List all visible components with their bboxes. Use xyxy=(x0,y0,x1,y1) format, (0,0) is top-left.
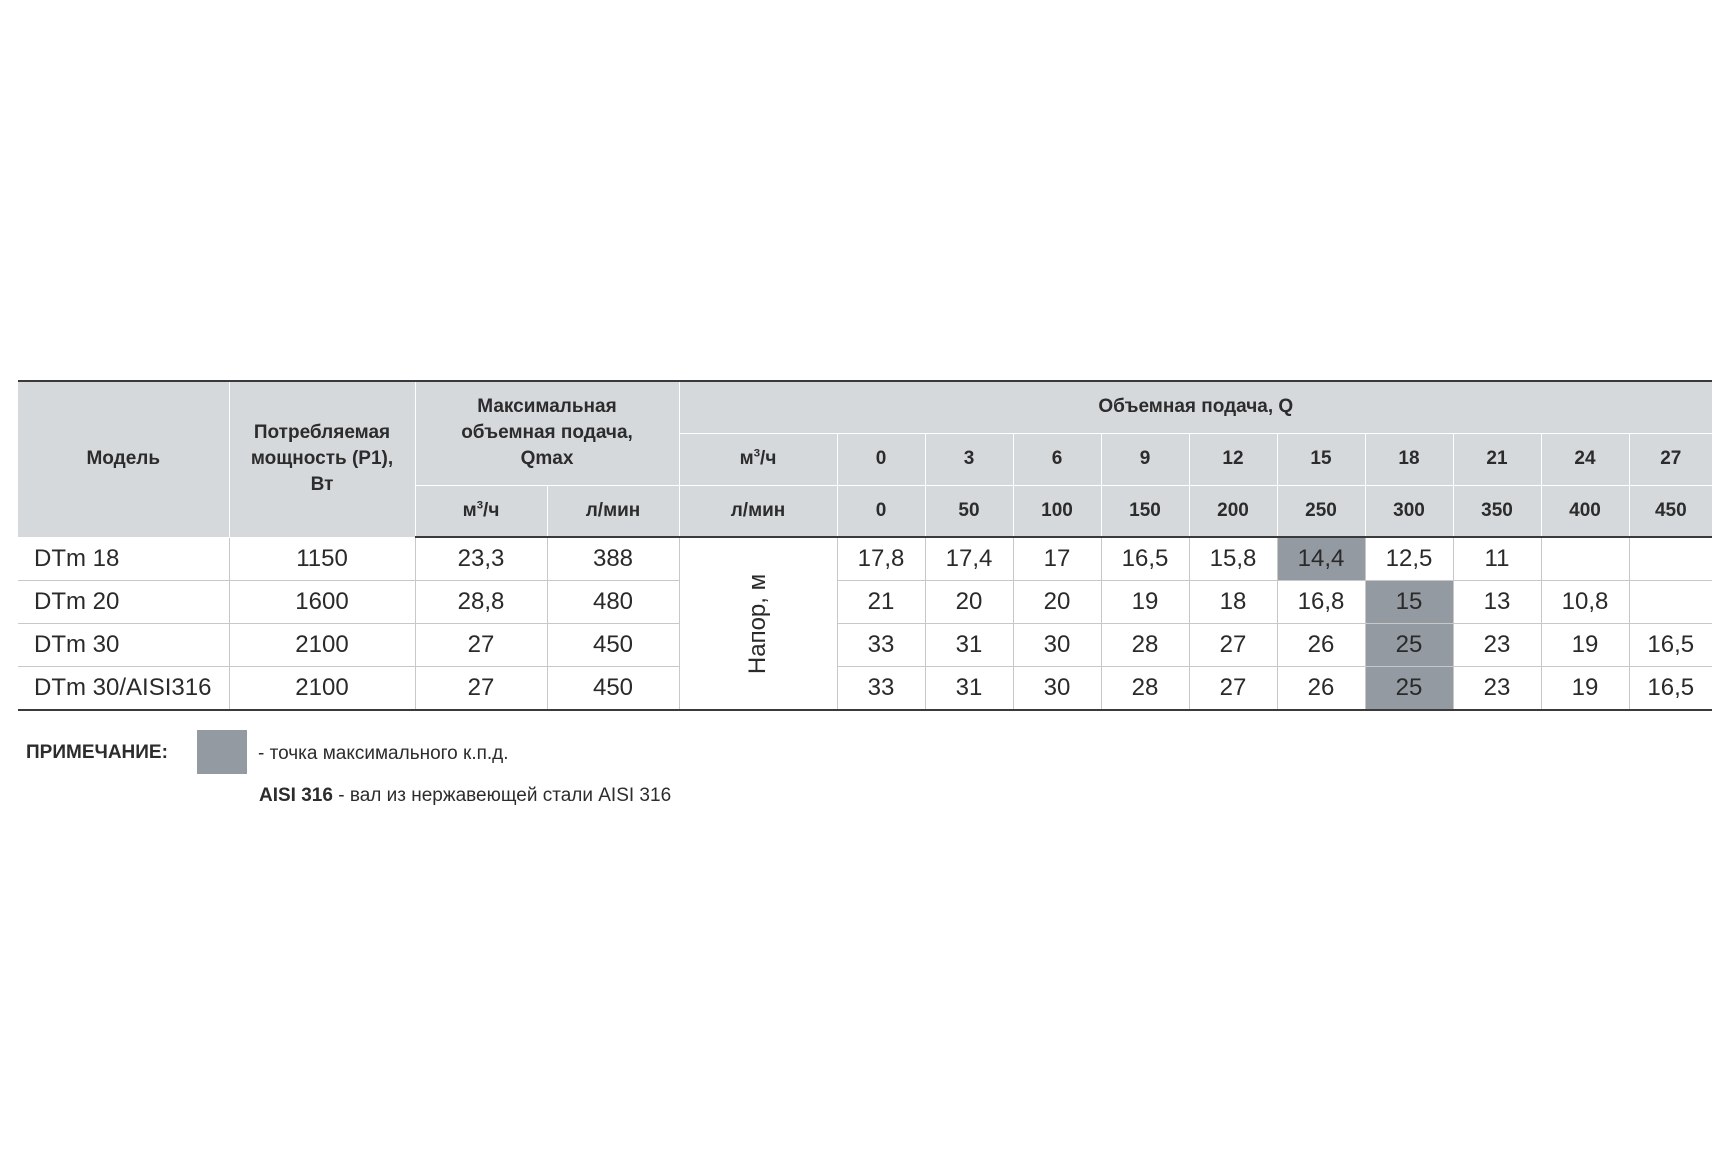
table-header xyxy=(18,381,1712,537)
header-row-1 xyxy=(18,381,1712,433)
table-row xyxy=(18,581,1712,624)
head-value-cell: 10,8 xyxy=(1541,581,1629,624)
qmax-m3h-cell: 27 xyxy=(415,624,547,667)
unit-m3h-label xyxy=(679,433,837,485)
unit-sup: 3 xyxy=(476,499,484,512)
table-row xyxy=(18,624,1712,667)
head-value-cell: 30 xyxy=(1013,624,1101,667)
efficiency-swatch xyxy=(197,730,247,774)
flow-lmin-3: 150 xyxy=(1101,485,1189,537)
unit-lmin-label: л/мин xyxy=(679,485,837,537)
qmax-unit-m3h xyxy=(415,485,547,537)
head-value-cell: 33 xyxy=(837,624,925,667)
power-cell: 1600 xyxy=(229,581,415,624)
flow-m3h-1: 3 xyxy=(925,433,1013,485)
header-qmax xyxy=(415,381,679,485)
head-value-cell: 12,5 xyxy=(1365,537,1453,581)
qmax-m3h-cell: 27 xyxy=(415,667,547,711)
head-value-cell: 11 xyxy=(1453,537,1541,581)
head-value-cell: 27 xyxy=(1189,667,1277,711)
head-value-cell: 23 xyxy=(1453,667,1541,711)
head-value-cell: 18 xyxy=(1189,581,1277,624)
flow-lmin-9: 450 xyxy=(1629,485,1712,537)
head-value-cell: 14,4 xyxy=(1277,537,1365,581)
head-value-cell: 17,4 xyxy=(925,537,1013,581)
qmax-lmin-cell: 480 xyxy=(547,581,679,624)
flow-lmin-5: 250 xyxy=(1277,485,1365,537)
flow-m3h-8: 24 xyxy=(1541,433,1629,485)
head-value-cell xyxy=(1629,581,1712,624)
head-value-cell xyxy=(1629,537,1712,581)
unit-base: м xyxy=(462,499,477,521)
head-value-cell: 31 xyxy=(925,667,1013,711)
flow-m3h-2: 6 xyxy=(1013,433,1101,485)
note-label: ПРИМЕЧАНИЕ: xyxy=(26,742,168,763)
flow-m3h-7: 21 xyxy=(1453,433,1541,485)
aisi-note-text: - вал из нержавеющей стали AISI 316 xyxy=(332,785,672,806)
head-value-cell: 15 xyxy=(1365,581,1453,624)
head-value-cell: 19 xyxy=(1541,667,1629,711)
head-value-cell: 23 xyxy=(1453,624,1541,667)
head-value-cell: 16,5 xyxy=(1101,537,1189,581)
unit-sup: 3 xyxy=(753,447,761,460)
head-value-cell: 33 xyxy=(837,667,925,711)
unit-tail: /ч xyxy=(760,448,777,469)
flow-lmin-8: 400 xyxy=(1541,485,1629,537)
head-value-cell: 16,8 xyxy=(1277,581,1365,624)
qmax-lmin-cell: 388 xyxy=(547,537,679,581)
flow-lmin-7: 350 xyxy=(1453,485,1541,537)
header-qmax-text: Максимальная объемная подача, Qmax xyxy=(461,396,633,470)
flow-lmin-1: 50 xyxy=(925,485,1013,537)
flow-lmin-2: 100 xyxy=(1013,485,1101,537)
flow-m3h-5: 15 xyxy=(1277,433,1365,485)
efficiency-note: - точка максимального к.п.д. xyxy=(258,743,509,764)
pump-spec-table xyxy=(18,380,1712,711)
flow-m3h-0: 0 xyxy=(837,433,925,485)
head-value-cell: 28 xyxy=(1101,624,1189,667)
flow-lmin-4: 200 xyxy=(1189,485,1277,537)
flow-m3h-4: 12 xyxy=(1189,433,1277,485)
qmax-m3h-cell: 23,3 xyxy=(415,537,547,581)
head-value-cell: 28 xyxy=(1101,667,1189,711)
qmax-lmin-cell: 450 xyxy=(547,667,679,711)
table-row xyxy=(18,667,1712,711)
qmax-m3h-cell: 28,8 xyxy=(415,581,547,624)
flow-m3h-9: 27 xyxy=(1629,433,1712,485)
head-value-cell: 15,8 xyxy=(1189,537,1277,581)
power-cell: 1150 xyxy=(229,537,415,581)
table-row xyxy=(18,537,1712,581)
head-value-cell: 27 xyxy=(1189,624,1277,667)
head-value-cell: 30 xyxy=(1013,667,1101,711)
head-value-cell: 19 xyxy=(1101,581,1189,624)
head-label: Напор, м xyxy=(744,573,771,674)
head-value-cell: 13 xyxy=(1453,581,1541,624)
head-value-cell xyxy=(1541,537,1629,581)
flow-m3h-3: 9 xyxy=(1101,433,1189,485)
aisi-note-bold: AISI 316 xyxy=(259,785,333,806)
head-value-cell: 17,8 xyxy=(837,537,925,581)
flow-m3h-6: 18 xyxy=(1365,433,1453,485)
head-label-cell xyxy=(679,537,837,710)
unit-tail: /ч xyxy=(483,499,500,521)
head-value-cell: 25 xyxy=(1365,624,1453,667)
model-cell: DTm 20 xyxy=(18,581,229,624)
qmax-unit-lmin: л/мин xyxy=(547,485,679,537)
unit-base: м xyxy=(739,448,754,469)
power-cell: 2100 xyxy=(229,624,415,667)
head-value-cell: 16,5 xyxy=(1647,674,1695,701)
model-cell: DTm 18 xyxy=(18,537,229,581)
model-cell: DTm 30 xyxy=(18,624,229,667)
flow-lmin-0: 0 xyxy=(837,485,925,537)
aisi-note xyxy=(259,785,671,807)
head-value-cell: 20 xyxy=(1013,581,1101,624)
header-model: Модель xyxy=(18,381,229,537)
qmax-lmin-cell: 450 xyxy=(547,624,679,667)
model-cell: DTm 30/AISI316 xyxy=(18,667,229,711)
header-flow: Объемная подача, Q xyxy=(679,381,1712,433)
header-power xyxy=(229,381,415,537)
head-value-cell: 21 xyxy=(837,581,925,624)
head-value-cell: 17 xyxy=(1013,537,1101,581)
head-value-cell: 26 xyxy=(1277,667,1365,711)
head-value-cell: 20 xyxy=(925,581,1013,624)
head-value-cell: 31 xyxy=(925,624,1013,667)
header-power-text: Потребляемая мощность (Р1), Вт xyxy=(250,422,394,496)
power-cell: 2100 xyxy=(229,667,415,711)
table-body xyxy=(18,537,1712,710)
head-value-cell: 19 xyxy=(1541,624,1629,667)
head-value-cell: 26 xyxy=(1277,624,1365,667)
flow-lmin-6: 300 xyxy=(1365,485,1453,537)
head-value-cell: 16,5 xyxy=(1629,624,1712,667)
head-value-cell: 25 xyxy=(1365,667,1453,711)
